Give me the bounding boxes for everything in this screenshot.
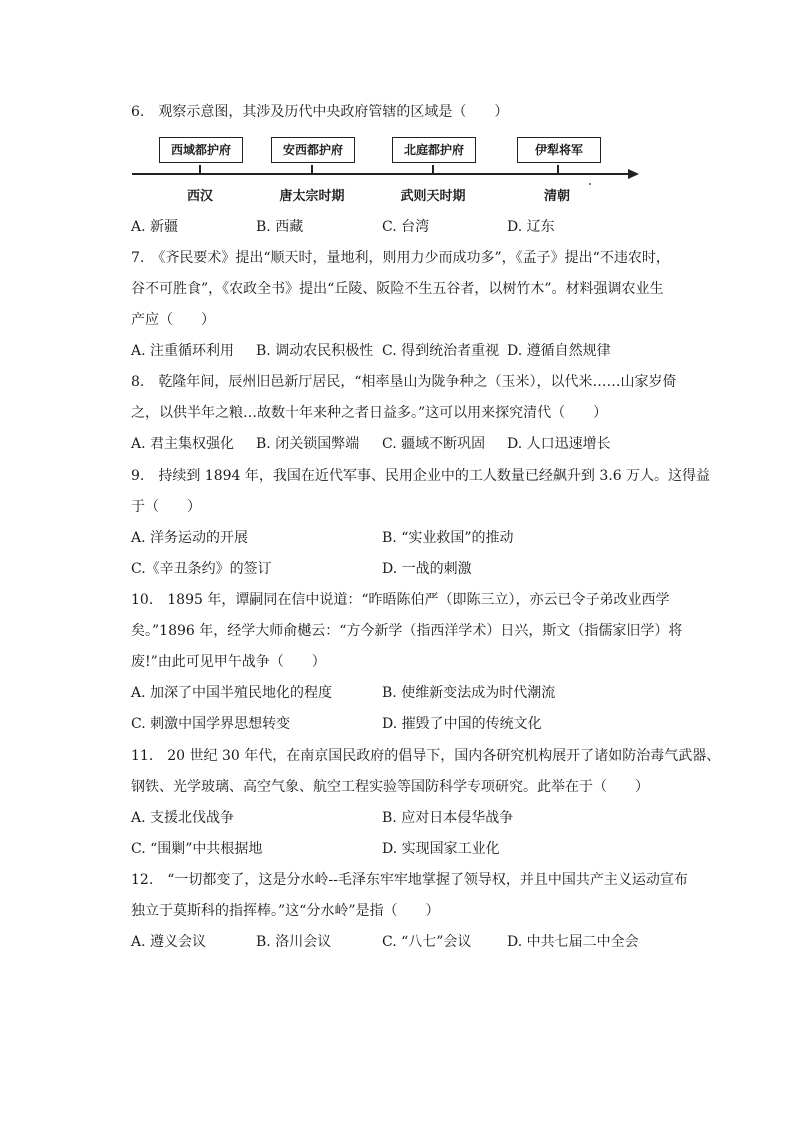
- timeline-period-xihan: 西汉: [186, 189, 213, 204]
- question-11-option-c[interactable]: C. “围剿”中共根据地: [131, 841, 263, 857]
- question-11-option-a[interactable]: A. 支援北伐战争: [131, 810, 235, 826]
- question-11-stem-line: 钢铁、光学玻璃、高空气象、航空工程实验等国防科学专项研究。此举在于（ ）: [131, 779, 649, 795]
- timeline-box-yili: 伊犁将军: [517, 137, 601, 163]
- question-9-stem-line: 9. 持续到 1894 年，我国在近代军事、民用企业中的工人数量已经飙升到 3.6 万人。这得益: [131, 468, 711, 484]
- question-7-option-c[interactable]: C. 得到统治者重视: [382, 343, 500, 359]
- question-9-option-c[interactable]: C.《辛丑条约》的签订: [131, 561, 272, 577]
- question-6-option-a[interactable]: A. 新疆: [131, 219, 179, 235]
- timeline-arrowhead: [628, 169, 639, 179]
- question-9-option-b[interactable]: B. “实业救国”的推动: [382, 530, 514, 546]
- question-11-stem-line: 11. 20 世纪 30 年代，在南京国民政府的倡导下，国内各研究机构展开了诸如防治毒气武器、: [131, 748, 721, 764]
- question-7-stem-line: 产应（ ）: [131, 312, 215, 328]
- timeline-period-qing: 清朝: [543, 189, 570, 204]
- question-8-option-c[interactable]: C. 疆域不断巩固: [382, 436, 486, 452]
- question-7-option-a[interactable]: A. 注重循环利用: [131, 343, 235, 359]
- question-7-option-d[interactable]: D. 遵循自然规律: [507, 343, 611, 359]
- question-7-stem-line: 7. 《齐民要术》提出“顺天时，量地利，则用力少而成功多”，《孟子》提出“不违农时，: [131, 250, 670, 266]
- question-8-stem-line: 之，以供半年之粮…故数十年来种之者日益多。”这可以用来探究清代（ ）: [131, 405, 608, 421]
- question-8-stem-line: 8. 乾隆年间，辰州旧邑新厅居民，“相率垦山为陇争种之（玉米），以代米……山家岁倚: [131, 374, 677, 390]
- question-9-option-d[interactable]: D. 一战的刺激: [382, 561, 472, 577]
- question-7-stem-line: 谷不可胜食”，《农政全书》提出“丘陵、阪险不生五谷者，以树竹木”。材料强调农业生: [131, 281, 664, 297]
- timeline-box-beiting: 北庭都护府: [392, 137, 476, 163]
- question-7-option-b[interactable]: B. 调动农民积极性: [256, 343, 374, 359]
- question-8-option-a[interactable]: A. 君主集权强化: [131, 436, 235, 452]
- question-11-option-d[interactable]: D. 实现国家工业化: [382, 841, 500, 857]
- question-10-option-a[interactable]: A. 加深了中国半殖民地化的程度: [131, 685, 333, 701]
- question-9-stem-line: 于（ ）: [131, 499, 201, 515]
- timeline-period-wuzetian: 武则天时期: [400, 189, 466, 204]
- question-10-stem-line: 废!”由此可见甲午战争（ ）: [131, 654, 326, 670]
- question-10-stem-line: 矣。”1896 年，经学大师俞樾云：“方今新学（指西洋学术）日兴，斯文（指儒家旧学）将: [131, 623, 683, 639]
- question-8-option-d[interactable]: D. 人口迅速增长: [507, 436, 611, 452]
- question-6-option-d[interactable]: D. 辽东: [507, 219, 555, 235]
- question-10-option-c[interactable]: C. 刺激中国学界思想转变: [131, 716, 291, 732]
- question-10-option-b[interactable]: B. 使维新变法成为时代潮流: [382, 685, 556, 701]
- question-12-option-c[interactable]: C. “八七”会议: [382, 934, 472, 950]
- question-6-option-b[interactable]: B. 西藏: [256, 219, 304, 235]
- question-10-option-d[interactable]: D. 摧毁了中国的传统文化: [382, 716, 542, 732]
- question-12-option-b[interactable]: B. 洛川会议: [256, 934, 332, 950]
- question-10-stem-line: 10. 1895 年，谭嗣同在信中说道：“昨晤陈伯严（即陈三立），亦云已令子弟改业西学: [131, 592, 670, 608]
- question-12-option-a[interactable]: A. 遵义会议: [131, 934, 207, 950]
- question-6-stem: 6. 观察示意图，其涉及历代中央政府管辖的区域是（ ）: [131, 104, 509, 120]
- timeline-box-xiyu: 西域都护府: [159, 137, 243, 163]
- question-6-option-c[interactable]: C. 台湾: [382, 219, 430, 235]
- timeline-axis: [132, 173, 632, 175]
- question-12-stem-line: 12. “一切都变了，这是分水岭--毛泽东牢牢地掌握了领导权，并且中国共产主义运动宣布: [131, 872, 688, 888]
- question-8-option-b[interactable]: B. 闭关锁国弊端: [256, 436, 360, 452]
- question-12-stem-line: 独立于莫斯科的指挥棒。”这“分水岭”是指（ ）: [131, 903, 440, 919]
- timeline-period-tangtaizong: 唐太宗时期: [279, 189, 345, 204]
- question-11-option-b[interactable]: B. 应对日本侵华战争: [382, 810, 514, 826]
- question-9-option-a[interactable]: A. 洋务运动的开展: [131, 530, 249, 546]
- timeline-box-anxi: 安西都护府: [271, 137, 355, 163]
- question-12-option-d[interactable]: D. 中共七届二中全会: [507, 934, 639, 950]
